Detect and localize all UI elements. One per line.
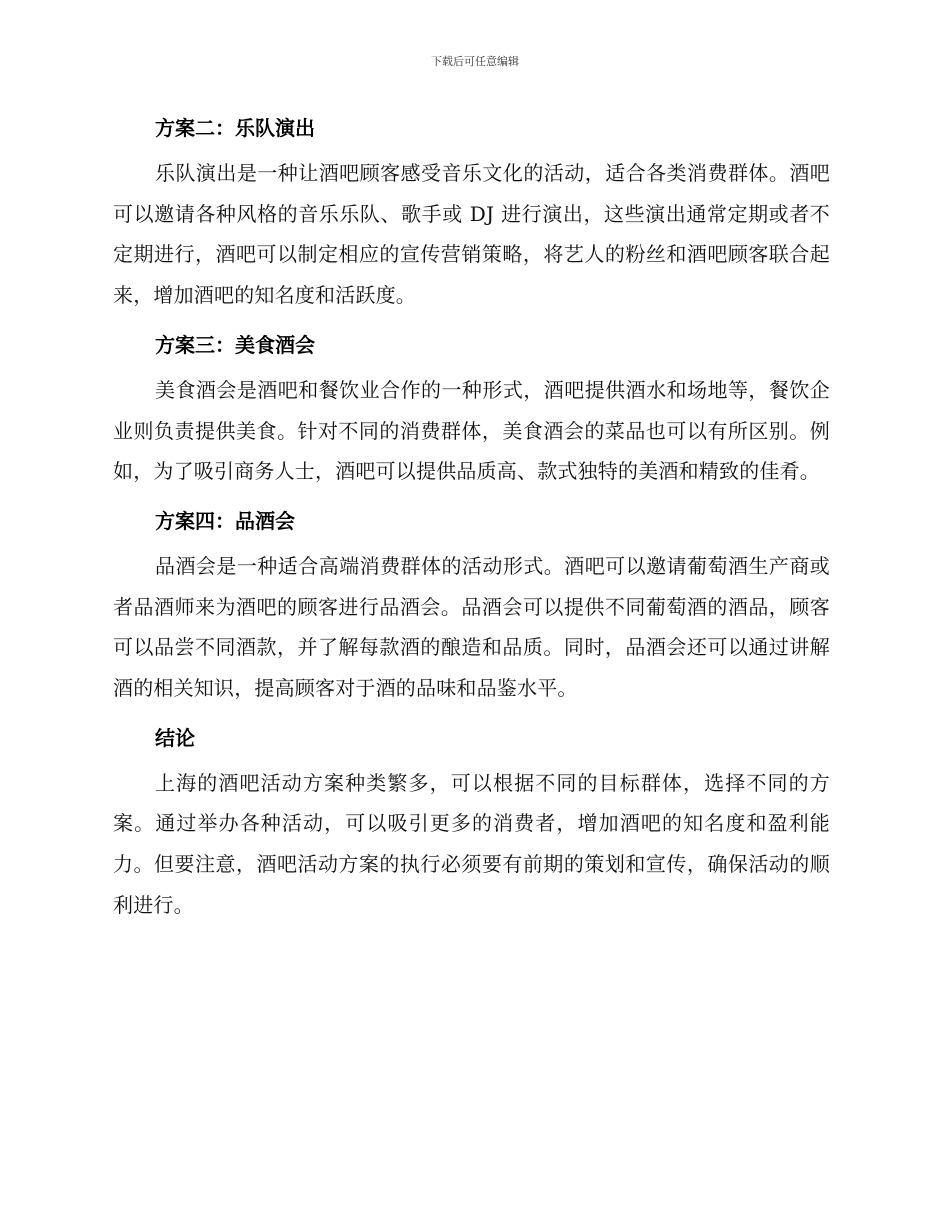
section-paragraph: 上海的酒吧活动方案种类繁多，可以根据不同的目标群体，选择不同的方案。通过举办各种活动，可以吸引更多的消费者，增加酒吧的知名度和盈利能力。但要注意，酒吧活动方案的执行必须要有前期的策划和宣传，确保活动的顺利进行。	[113, 770, 830, 917]
section-band-performance	[113, 108, 830, 316]
section-heading: 方案二：乐队演出	[155, 116, 315, 140]
section-paragraph: 乐队演出是一种让酒吧顾客感受音乐文化的活动，适合各类消费群体。酒吧可以邀请各种风格的音乐乐队、歌手或 DJ 进行演出，这些演出通常定期或者不定期进行，酒吧可以制定相应的宣传营销策略，将艺人的粉丝和酒吧顾客联合起来，增加酒吧的知名度和活跃度。	[113, 161, 830, 308]
section-heading: 方案四：品酒会	[155, 508, 295, 533]
section-heading: 方案三：美食酒会	[155, 332, 315, 357]
section-wine-tasting	[113, 501, 830, 709]
document-body	[113, 108, 830, 935]
section-paragraph: 品酒会是一种适合高端消费群体的活动形式。酒吧可以邀请葡萄酒生产商或者品酒师来为酒吧的顾客进行品酒会。品酒会可以提供不同葡萄酒的酒品，顾客可以品尝不同酒款，并了解每款酒的酿造和品质。同时，品酒会还可以通过讲解酒的相关知识，提高顾客对于酒的品味和品鉴水平。	[113, 553, 830, 701]
section-heading: 结论	[155, 725, 195, 750]
page-header: 下载后可任意编辑	[431, 55, 519, 68]
section-paragraph: 美食酒会是酒吧和餐饮业合作的一种形式，酒吧提供酒水和场地等，餐饮企业则负责提供美食。针对不同的消费群体，美食酒会的菜品也可以有所区别。例如，为了吸引商务人士，酒吧可以提供品质高、款式独特的美酒和精致的佳肴。	[113, 377, 830, 484]
section-food-wine-party	[113, 325, 830, 492]
section-conclusion	[113, 718, 830, 926]
